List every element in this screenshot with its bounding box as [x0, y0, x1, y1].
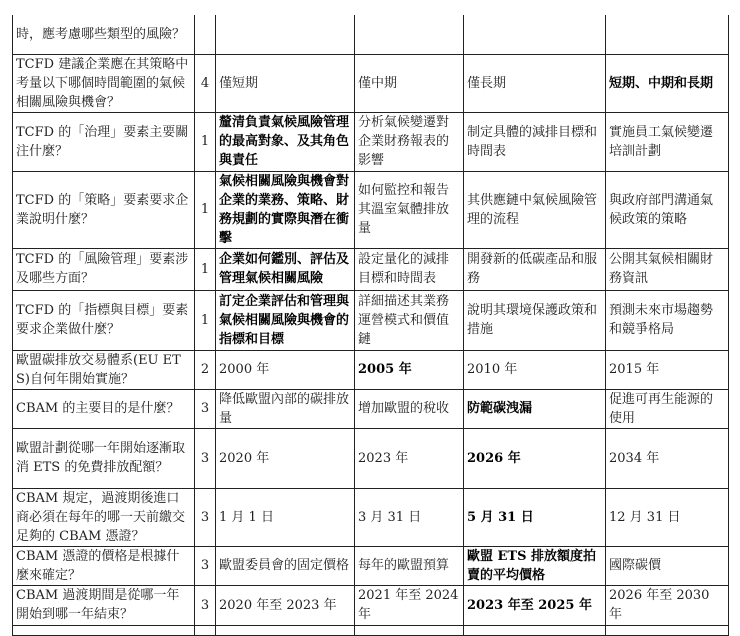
table-row: [13, 546, 729, 585]
option-cell: 12 月 31 日: [606, 488, 729, 546]
option-cell: 歐盟委員會的固定價格: [216, 546, 355, 585]
correct-answer-cell: 短期、中期和長期: [606, 54, 729, 112]
table-row: [13, 488, 729, 546]
chapter-number-cell: 3: [195, 389, 216, 428]
option-cell: 3 月 31 日: [355, 488, 464, 546]
option-cell: 分析氣候變遷對企業財務報表的影響: [355, 112, 464, 171]
empty-cell: [606, 625, 729, 635]
question-cell: CBAM 過渡期間是從哪一年開始到哪一年結束？: [13, 585, 195, 625]
option-cell: 1 月 1 日: [216, 488, 355, 546]
chapter-number-cell: 3: [195, 585, 216, 625]
quiz-table: [12, 15, 729, 636]
chapter-number-cell: 1: [195, 112, 216, 171]
option-cell: 降低歐盟內部的碳排放量: [216, 389, 355, 428]
chapter-number-cell: 1: [195, 171, 216, 248]
table-row: [13, 171, 729, 248]
option-cell: 2010 年: [464, 350, 606, 389]
option-cell: 公開其氣候相關財務資訊: [606, 248, 729, 290]
option-cell: 其供應鏈中氣候風險管理的流程: [464, 171, 606, 248]
option-cell: 2000 年: [216, 350, 355, 389]
correct-answer-cell: 企業如何鑑別、評估及管理氣候相關風險: [216, 248, 355, 290]
empty-cell: [355, 625, 464, 635]
option-cell: 2023 年: [355, 428, 464, 488]
chapter-number-cell: 4: [195, 54, 216, 112]
table-row: [13, 248, 729, 290]
option-cell: 2020 年至 2023 年: [216, 585, 355, 625]
table-row: [13, 350, 729, 389]
option-cell: 每年的歐盟預算: [355, 546, 464, 585]
option-cell: 詳細描述其業務運營模式和價值鏈: [355, 290, 464, 350]
chapter-number-cell: 3: [195, 488, 216, 546]
option-cell: 2015 年: [606, 350, 729, 389]
table-row: [13, 585, 729, 625]
option-cell: 2020 年: [216, 428, 355, 488]
empty-cell: [13, 625, 195, 635]
chapter-number-cell: [195, 15, 216, 54]
option-cell: [355, 15, 464, 54]
option-cell: 與政府部門溝通氣候政策的策略: [606, 171, 729, 248]
question-cell: 歐盟計劃從哪一年開始逐漸取消 ETS 的免費排放配額？: [13, 428, 195, 488]
table-row: [13, 290, 729, 350]
chapter-number-cell: 2: [195, 350, 216, 389]
option-cell: 增加歐盟的稅收: [355, 389, 464, 428]
option-cell: 2021 年至 2024 年: [355, 585, 464, 625]
empty-cell: [195, 625, 216, 635]
option-cell: 制定具體的減排目標和時間表: [464, 112, 606, 171]
table-row-partial: [13, 625, 729, 635]
chapter-number-cell: 3: [195, 428, 216, 488]
option-cell: 促進可再生能源的使用: [606, 389, 729, 428]
correct-answer-cell: 2023 年至 2025 年: [464, 585, 606, 625]
option-cell: 實施員工氣候變遷培訓計劃: [606, 112, 729, 171]
table-row: [13, 389, 729, 428]
correct-answer-cell: 2005 年: [355, 350, 464, 389]
chapter-number-cell: 1: [195, 290, 216, 350]
chapter-number-cell: 3: [195, 546, 216, 585]
table-row: [13, 112, 729, 171]
option-cell: 2026 年至 2030 年: [606, 585, 729, 625]
option-cell: 預測未來市場趨勢和競爭格局: [606, 290, 729, 350]
correct-answer-cell: 5 月 31 日: [464, 488, 606, 546]
question-cell: CBAM 規定，過渡期後進口商必須在每年的哪一天前繳交足夠的 CBAM 憑證？: [13, 488, 195, 546]
table-row: [13, 54, 729, 112]
option-cell: [216, 15, 355, 54]
table-row: [13, 428, 729, 488]
question-cell: TCFD 的「治理」要素主要關注什麼？: [13, 112, 195, 171]
option-cell: 2034 年: [606, 428, 729, 488]
option-cell: 如何監控和報告其溫室氣體排放量: [355, 171, 464, 248]
correct-answer-cell: 氣候相關風險與機會對企業的業務、策略、財務規劃的實際與潛在衝擊: [216, 171, 355, 248]
option-cell: 設定量化的減排目標和時間表: [355, 248, 464, 290]
question-cell: 時，應考慮哪些類型的風險？: [13, 15, 195, 54]
question-cell: CBAM 的主要目的是什麼？: [13, 389, 195, 428]
table-row: [13, 15, 729, 54]
correct-answer-cell: 2026 年: [464, 428, 606, 488]
empty-cell: [464, 625, 606, 635]
question-cell: TCFD 的「風險管理」要素涉及哪些方面？: [13, 248, 195, 290]
question-cell: 歐盟碳排放交易體系(EU ETS)自何年開始實施？: [13, 350, 195, 389]
option-cell: 開發新的低碳產品和服務: [464, 248, 606, 290]
option-cell: 僅中期: [355, 54, 464, 112]
question-cell: TCFD 建議企業應在其策略中考量以下哪個時間範圍的氣候相關風險與機會？: [13, 54, 195, 112]
option-cell: 國際碳價: [606, 546, 729, 585]
question-cell: CBAM 憑證的價格是根據什麼來確定？: [13, 546, 195, 585]
option-cell: 說明其環境保護政策和措施: [464, 290, 606, 350]
option-cell: [464, 15, 606, 54]
question-cell: TCFD 的「指標與目標」要素要求企業做什麼？: [13, 290, 195, 350]
option-cell: 僅長期: [464, 54, 606, 112]
option-cell: [606, 15, 729, 54]
correct-answer-cell: 釐清負責氣候風險管理的最高對象、及其角色與責任: [216, 112, 355, 171]
chapter-number-cell: 1: [195, 248, 216, 290]
correct-answer-cell: 防範碳洩漏: [464, 389, 606, 428]
option-cell: 僅短期: [216, 54, 355, 112]
question-cell: TCFD 的「策略」要素要求企業說明什麼？: [13, 171, 195, 248]
empty-cell: [216, 625, 355, 635]
correct-answer-cell: 訂定企業評估和管理與氣候相關風險與機會的指標和目標: [216, 290, 355, 350]
correct-answer-cell: 歐盟 ETS 排放額度拍賣的平均價格: [464, 546, 606, 585]
